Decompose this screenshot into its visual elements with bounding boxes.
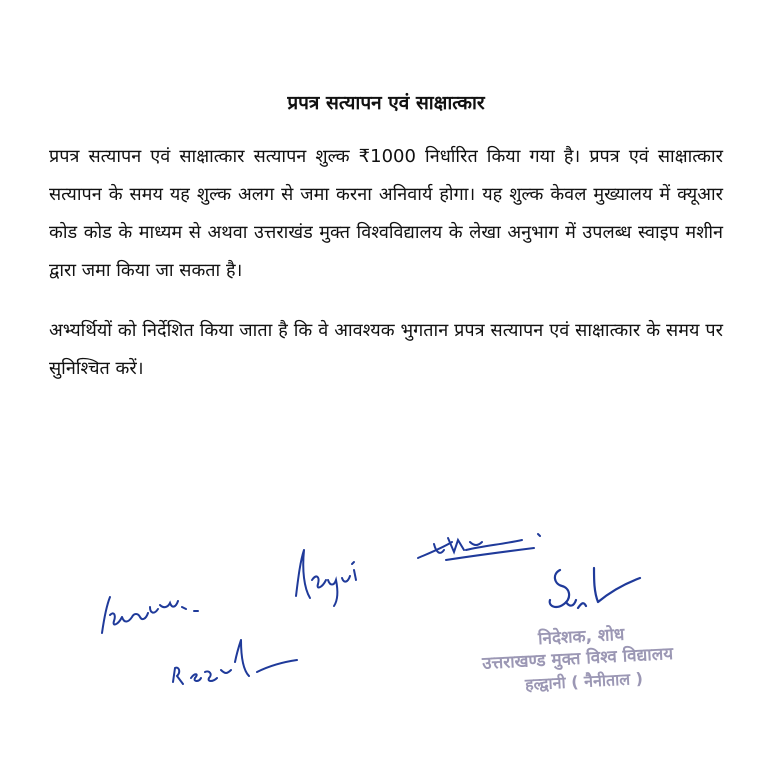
signature-kanjani [290,540,380,615]
director-stamp [470,562,720,697]
paragraph-candidate-instructions: अभ्यर्थियों को निर्देशित किया जाता है कि वे आवश्यक भुगतान प्रपत्र सत्यापन एवं साक्षात्कार के समय पर सुनिश्चित करें। [49,320,723,379]
signature-r-sehl [165,632,315,692]
stamp-university: उत्तराखण्ड मुक्त विश्व विद्यालय [481,644,674,674]
paragraph-fee-details: प्रपत्र सत्यापन एवं साक्षात्कार सत्यापन शुल्क ₹1000 निर्धारित किया गया है। प्रपत्र एवं साक्षात्कार सत्यापन के समय यह शुल्क अलग से जमा करना अनिवार्य होगा। यह शुल्क केवल मुख्यालय में क्यूआर कोड कोड के माध्यम से अथवा उत्तराखंड मुक्त विश्वविद्यालय के लेखा अनुभाग में उपलब्ध स्वाइप मशीन द्वारा जमा किया जा सकता है। [49,146,723,281]
stamp-designation: निदेशक, शोध [537,624,625,650]
document-title: प्रपत्र सत्यापन एवं साक्षात्कार [287,92,485,114]
signature-director [540,562,690,622]
stamp-location: हल्द्वानी ( नैनीताल ) [524,668,644,695]
